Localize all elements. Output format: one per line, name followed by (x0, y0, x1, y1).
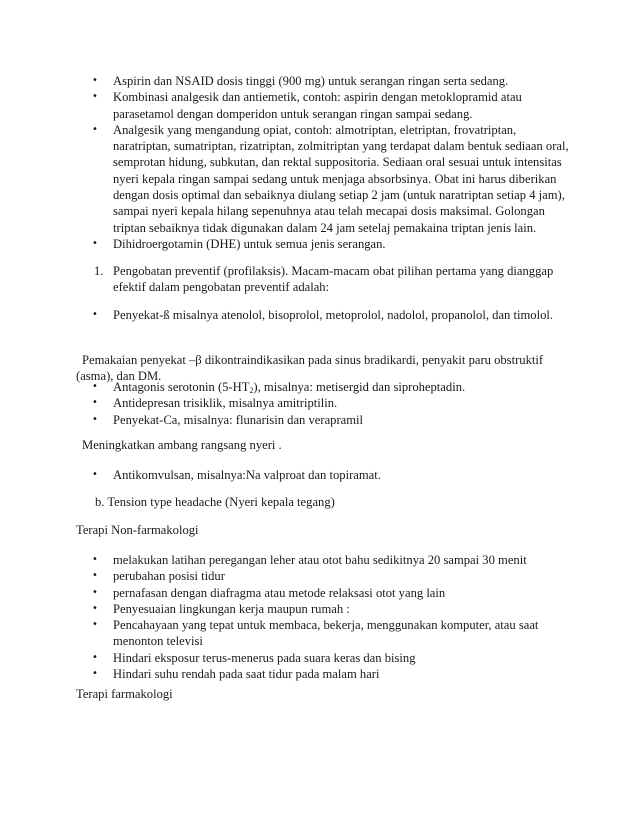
heading-non-pharmacological: Terapi Non-farmakologi (76, 523, 199, 537)
subscript: 2 (249, 386, 254, 395)
acute-therapy-list (0, 73, 638, 252)
non-pharmacological-list (0, 552, 638, 682)
list-item: • pernafasan dengan diafragma atau metode relaksasi otot yang lain (0, 585, 638, 601)
paragraph-text: Pemakaian penyekat –β dikontraindikasikan pada sinus bradikardi, penyakit paru obstruktif (asma), dan DM. (76, 353, 544, 384)
list-item: • Pencahayaan yang tepat untuk membaca, bekerja, menggunakan komputer, atau saat menonton televisi (0, 617, 638, 650)
ordered-item-text: Pengobatan preventif (profilaksis). Macam-macam obat pilihan pertama yang dianggap efektif dalam pengobatan preventif adalah: (113, 264, 554, 295)
list-item: • Antidepresan trisiklik, misalnya amitriptilin. (0, 395, 638, 411)
list-item: • Penyekat-ß misalnya atenolol, bisoprolol, metoprolol, nadolol, propanolol, dan timolol. (0, 307, 638, 323)
list-item (0, 379, 638, 395)
list-item: • Analgesik yang mengandung opiat, contoh: almotriptan, eletriptan, frovatriptan, naratriptan, sumatriptan, rizatriptan, zolmitriptan yang terdapat dalam bentuk sediaan oral, semprotan hidung, subkutan, dan rektal suppositoria. Sediaan oral sesuai untuk intensitas nyeri kepala ringan sampai sedang untuk menjaga absorbsinya. Obat ini harus diberikan dengan dosis optimal dan sebaiknya diulang setiap 2 jam (untuk naratriptan setiap 4 jam), sampai nyeri kepala hilang sepenuhnya atau telah mecapai dosis maksimal. Golongan triptan sebaiknya tidak digunakan dalam 24 jam setelaj pemakaina triptan jenis lain. (0, 122, 638, 236)
subheading-tension-headache: b. Tension type headache (Nyeri kepala tegang) (95, 495, 335, 509)
list-item: • Kombinasi analgesik dan antiemetik, contoh: aspirin dengan metoklopramid atau parasetamol dengan domperidon untuk serangan ringan sampai sedang. (0, 89, 638, 122)
list-item: • perubahan posisi tidur (0, 568, 638, 584)
ordered-item-number: 1. (94, 264, 104, 278)
beta-blocker-list (0, 307, 638, 323)
list-item: • Dihidroergotamin (DHE) untuk semua jenis serangan. (0, 236, 638, 252)
ordered-item-preventive (0, 263, 638, 296)
list-item: • Penyesuaian lingkungan kerja maupun rumah : (0, 601, 638, 617)
list-item: • Penyekat-Ca, misalnya: flunarisin dan verapramil (0, 412, 638, 428)
list-item: • Hindari suhu rendah pada saat tidur pada malam hari (0, 666, 638, 682)
list-item: • Hindari eksposur terus-menerus pada suara keras dan bising (0, 650, 638, 666)
heading-pharmacological: Terapi farmakologi (76, 687, 173, 701)
list-item: • Antikomvulsan, misalnya:Na valproat dan topiramat. (0, 467, 638, 483)
list-item-text-suffix: ), misalnya: metisergid dan siproheptadin. (253, 380, 466, 394)
preventive-drug-list (0, 379, 638, 428)
list-item: • melakukan latihan peregangan leher atau otot bahu sedikitnya 20 sampai 30 menit (0, 552, 638, 568)
paragraph-pain-threshold: Meningkatkan ambang rangsang nyeri . (82, 438, 282, 452)
list-item: • Aspirin dan NSAID dosis tinggi (900 mg) untuk serangan ringan serta sedang. (0, 73, 638, 89)
list-item-text-prefix: Antagonis serotonin (5-HT (113, 380, 250, 394)
anticonvulsant-list (0, 467, 638, 483)
